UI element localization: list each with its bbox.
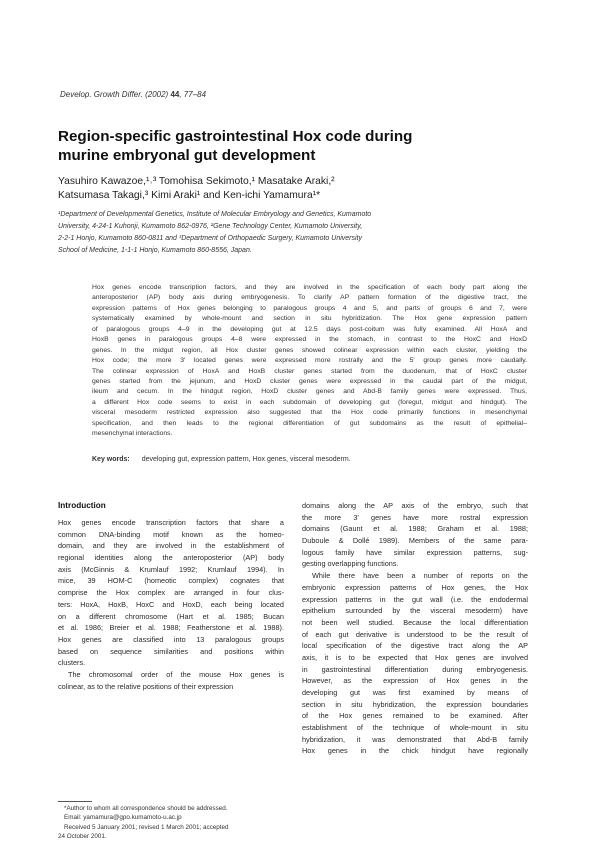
body-line: establishment of the technique of whole-mount in situ [302, 723, 528, 733]
abstract-line: expression patterns of Hox genes belonging to paralogous groups 4 and 5, and parts of groups 6 and 7, were [92, 304, 527, 312]
journal-volume: 44 [170, 90, 180, 99]
abstract-line: Hox genes encode transcription factors, and they are involved in the specification of each body part along the [92, 284, 527, 291]
body-line: mice, 39 HOM-C (homeotic complex) cognates that [58, 576, 284, 586]
body-line: of the Hox genes remained to be examined. After [302, 711, 528, 721]
abstract-line: systematically examined by whole-mount and section in situ hybridization. The Hox gene expression pattern [92, 315, 527, 323]
abstract-line: The colinear expression of HoxA and HoxB cluster genes started from the duodenum, that of HoxC cluster [92, 367, 527, 375]
body-line: comprise the Hox complex are arranged in four clus- [58, 588, 284, 598]
keywords-label: Key words: [92, 456, 130, 463]
footnote-line: 24 October 2001. [58, 833, 107, 841]
body-line: on a different chromosome (Hart et al. 1985; Bucan [58, 611, 284, 621]
body-line: expression patterns in the gut wall (i.e. the endodermal [302, 594, 528, 604]
body-line: based on sequence similarities and positions within [58, 646, 284, 656]
footnote [58, 804, 290, 842]
body-line: Hox genes in the chick hindgut have regionally [302, 746, 528, 756]
body-line: not been well studied. Because the local differentiation [302, 617, 528, 627]
section-heading-introduction: Introduction [58, 501, 106, 510]
right-column [302, 500, 528, 757]
journal-name: Develop. Growth Differ. [60, 90, 143, 99]
journal-year: (2002) [145, 90, 169, 99]
footnote-line: Email: yamamura@gpo.kumamoto-u.ac.jp [64, 814, 182, 822]
affiliation-line: School of Medicine, 1-1-1 Honjo, Kumamoto 860-8556, Japan. [58, 247, 252, 254]
body-line: epithelium surrounded by the visceral mesoderm) have [302, 606, 528, 616]
body-line: axis, it is to be expected that Hox genes are involved [302, 652, 528, 662]
abstract-line: of paralogous groups 4–9 in the developing gut at 12.5 days post-coitum was fully examined. All HoxA and [92, 325, 527, 333]
body-line: axis (McGinnis & Krumlauf 1992; Krumlauf 1994). In [58, 564, 284, 574]
journal-citation [60, 90, 540, 99]
title-line: Region-specific gastrointestinal Hox code during [58, 128, 413, 145]
author-list [58, 175, 538, 203]
body-line: of each gut derivative is understood to be the result of [302, 629, 528, 639]
body-line: domains along the AP axis of the embryo, such that [302, 501, 528, 510]
affiliations [58, 209, 528, 257]
abstract-line: visceral mesoderm restricted expression also suggested that the Hox code primarily functions in mesenchymal [92, 409, 527, 417]
footnote-line: *Author to whom all correspondence should be addressed. [64, 805, 228, 812]
body-line: domain, and they are involved in the establishment of [58, 541, 284, 551]
body-line: the more 3′ genes have more rostral expression [302, 512, 528, 522]
body-line: Duboule & Dollé 1989). Members of the same para- [302, 536, 528, 546]
body-line: colinear, as to the relative positions of their expression [58, 681, 234, 691]
left-column [58, 500, 284, 692]
body-line: domains (Gaunt et al. 1988; Graham et al. 1988; [302, 524, 528, 534]
body-line: in gastrointestinal differentiation during embryogenesis. [302, 664, 528, 674]
title-line: murine embryonal gut development [58, 147, 316, 164]
abstract [92, 283, 527, 440]
abstract-line: mesenchymal interactions. [92, 430, 173, 438]
body-line: hybridization, it was demonstrated that Abd-B family [302, 734, 528, 744]
body-line: regional identities along the anteroposterior (AP) body [58, 553, 284, 563]
abstract-line: genes started from the jejunum, and HoxD cluster genes were expressed in the caudal part of the midgut, [92, 377, 527, 385]
abstract-line: ileum and cecum. In the hindgut region, HoxD cluster genes and Abd-B family genes were expressed. Thus, [92, 388, 527, 396]
journal-pages: , 77–84 [179, 90, 207, 99]
affiliation-line: ¹Department of Developmental Genetics, Institute of Molecular Embryology and Genetics, Kumamoto [58, 211, 372, 218]
body-line: gesting overlapping functions. [302, 559, 399, 569]
keywords [92, 456, 532, 463]
affiliation-line: 2-2-1 Honjo, Kumamoto 860-0811 and ³Department of Orthopaedic Surgery, Kumamoto University [58, 235, 363, 242]
author-line: Yasuhiro Kawazoe,¹˒³ Tomohisa Sekimoto,¹ Masatake Araki,² [58, 176, 335, 187]
body-line: developing gut was first examined by means of [302, 688, 528, 697]
abstract-line: Hox code; the more 3′ located genes were expressed more rostrally and the 5′ group genes more caudally. [92, 357, 527, 365]
abstract-line: specification, and then leads to the regional differentiation of gut subdomains as the result of epithelial– [92, 419, 527, 427]
abstract-line: anteroposterior (AP) body axis during embryogenesis. To clarify AP pattern formation of the digestive tract, the [92, 294, 527, 302]
body-line: section in situ hybridization, the expression boundaries [302, 699, 528, 709]
body-line: While there have been a number of reports on the [312, 571, 528, 581]
abstract-line: genes. In the midgut region, all Hox cluster genes showed colinear expression within each cluster, yielding the [92, 346, 527, 354]
body-line: et al. 1986; Breier et al. 1988; Featherstone et al. 1988). [58, 623, 284, 633]
body-line: common DNA-binding motif known as the homeo- [58, 529, 284, 539]
keywords-text: developing gut, expression pattern, Hox genes, visceral mesoderm. [141, 456, 351, 463]
abstract-line: HoxB genes in paralogous groups 4–8 were expressed in the stomach, in contrast to the HoxC and HoxD [92, 336, 527, 344]
body-line: ters: HoxA, HoxB, HoxC and HoxD, each being located [58, 599, 284, 609]
footnote-rule [58, 801, 92, 802]
abstract-line: a different Hox code seems to exist in each subdomain of developing gut (foregut, midgut and hindgut). The [92, 398, 527, 406]
footnote-line: Received 5 January 2001; revised 1 March 2001; accepted [64, 823, 229, 831]
body-line: clusters. [58, 658, 86, 668]
body-line: logous family have similar expression patterns, sug- [302, 547, 528, 557]
article-title [58, 127, 528, 165]
body-line: The chromosomal order of the mouse Hox genes is [68, 669, 284, 679]
body-line: Hox genes are classified into 13 paralogous groups [58, 634, 284, 644]
body-line: However, as the expression of Hox genes in the [302, 676, 528, 686]
body-line: embryonic expression patterns of Hox genes, the Hox [302, 582, 528, 592]
body-line: local specification of the digestive tract along the AP [302, 641, 528, 651]
author-line: Katsumasa Takagi,³ Kimi Araki¹ and Ken-ichi Yamamura¹* [58, 190, 321, 201]
body-line: Hox genes encode transcription factors that share a [58, 518, 284, 527]
affiliation-line: University, 4-24-1 Kuhonji, Kumamoto 862-0976, ²Gene Technology Center, Kumamoto University, [58, 223, 363, 230]
